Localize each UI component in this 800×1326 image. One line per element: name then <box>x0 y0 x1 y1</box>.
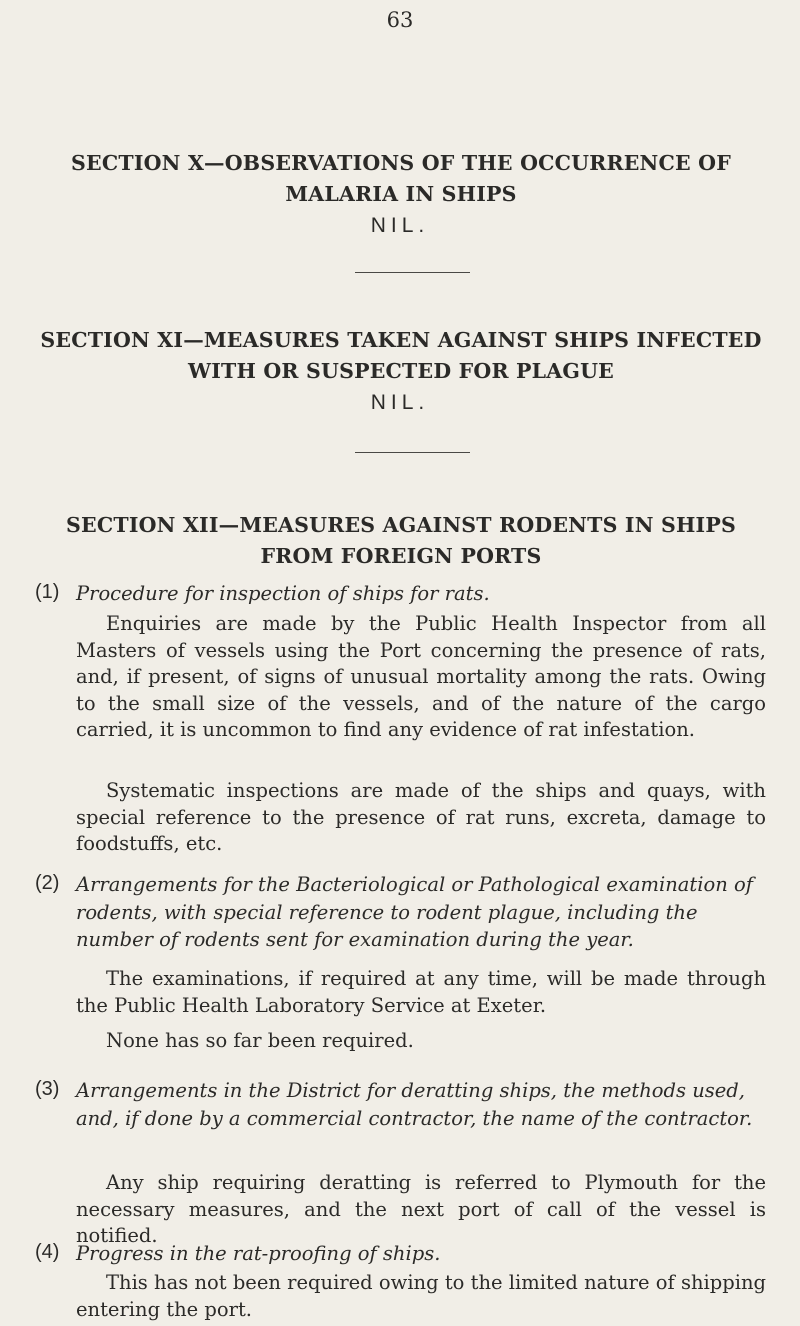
section-xi-nil: NIL. <box>370 391 430 414</box>
section-x-heading: SECTION X—OBSERVATIONS OF THE OCCURRENCE OF MALARIA IN SHIPS <box>71 151 731 206</box>
item-heading: Arrangements for the Bacteriological or Pathological examination of rodents, with special reference to rodent plague, including the number of rodents sent for examination during the year. <box>76 873 753 951</box>
item-paragraph: Enquiries are made by the Public Health Inspector from all Masters of vessels using the Port concerning the presence of rats, and, if present, of signs of unusual mortality among the rats. Owing to the small size of the vessels, and of the nature of the cargo carried, it is uncommon to find any evidence of rat infestation. <box>76 612 766 741</box>
section-xii-heading: SECTION XII—MEASURES AGAINST RODENTS IN SHIPS FROM FOREIGN PORTS <box>66 513 736 568</box>
item-paragraph: None has so far been required. <box>106 1029 414 1052</box>
item-paragraph: This has not been required owing to the limited nature of shipping entering the port. <box>76 1271 766 1321</box>
section-x-nil: NIL. <box>370 214 430 237</box>
item-number: (4) <box>35 1241 60 1263</box>
divider <box>355 452 470 453</box>
item-heading: Procedure for inspection of ships for rats. <box>76 582 490 605</box>
item-paragraph: Any ship requiring deratting is referred to Plymouth for the necessary measures, and the next port of call of the vessel is notified. <box>76 1171 766 1247</box>
item-paragraph: The examinations, if required at any time, will be made through the Public Health Laboratory Service at Exeter. <box>76 967 766 1017</box>
divider <box>355 272 470 273</box>
item-paragraph: Systematic inspections are made of the ships and quays, with special reference to the presence of rat runs, excreta, damage to foodstuffs, etc. <box>76 779 766 855</box>
section-xi-heading: SECTION XI—MEASURES TAKEN AGAINST SHIPS INFECTED WITH OR SUSPECTED FOR PLAGUE <box>40 328 762 383</box>
item-number: (3) <box>35 1078 60 1100</box>
item-heading: Arrangements in the District for deratting ships, the methods used, and, if done by a commercial contractor, the name of the contractor. <box>76 1079 753 1130</box>
page-number: 63 <box>386 8 414 32</box>
item-number: (2) <box>35 872 60 894</box>
item-heading: Progress in the rat-proofing of ships. <box>76 1242 441 1265</box>
item-number: (1) <box>35 581 60 603</box>
